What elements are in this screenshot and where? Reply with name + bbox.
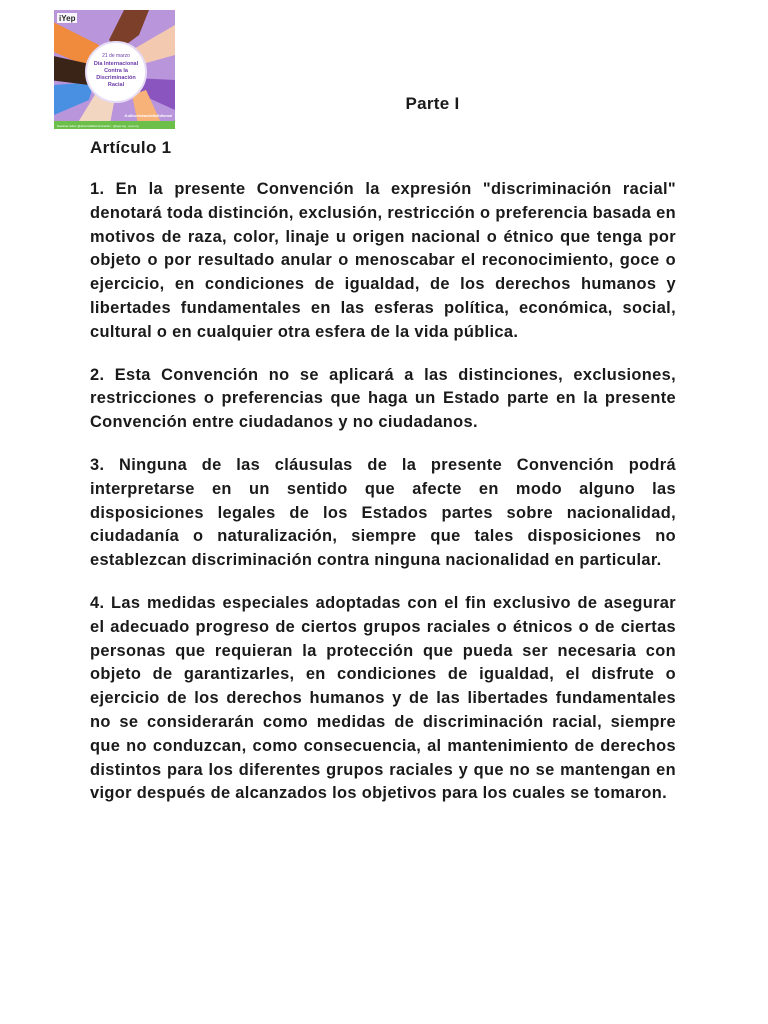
paragraph-3: 3. Ninguna de las cláusulas de la presente Convención podrá interpretarse en un sentido que afecte en modo alguno las disposiciones legales de los Estados partes sobre nacionalidad, ciudadanía o naturalización, siempre que tales disposiciones no establezcan discriminación contra ninguna nacionalidad en particular. bbox=[90, 455, 676, 570]
logo-footer: Nuestras redes: @dicontrolaDiscriminación · @iyep.org · iyep.org bbox=[57, 124, 139, 128]
part-title: Parte I bbox=[405, 94, 460, 113]
paragraph-2: 2. Esta Convención no se aplicará a las distinciones, exclusiones, restricciones o preferencias que haga un Estado parte en la presente Convención entre ciudadanos y no ciudadanos. bbox=[90, 365, 676, 432]
logo-brand-text: iYep bbox=[59, 14, 76, 23]
paragraph-1: 1. En la presente Convención la expresión "discriminación racial" denotará toda distinción, exclusión, restricción o preferencia basada en motivos de raza, color, linaje u origen nacional o étnico que tenga por objeto o por resultado anular o menoscabar el reconocimiento, goce o ejercicio, en condiciones de igualdad, de los derechos humanos y libertades fundamentales en las esferas política, económica, social, cultural o en cualquier otra esfera de la vida pública. bbox=[90, 180, 676, 341]
paragraph-4: 4. Las medidas especiales adoptadas con el fin exclusivo de asegurar el adecuado progreso de ciertos grupos raciales o étnicos o de ciertas personas que requieran la protección que pueda ser necesaria con objeto de garantizarles, en condiciones de igualdad, el disfrute o ejercicio de los derechos humanos y de las libertades fundamentales no se considerarán como medidas de discriminación racial, siempre que no conduzcan, como consecuencia, al mantenimiento de derechos distintos para los diferentes grupos raciales y que no se mantengan en vigor después de alcanzados los objetivos para los cuales se tomaron. bbox=[90, 593, 676, 803]
logo-line: Discriminación bbox=[96, 75, 136, 81]
logo-line: Racial bbox=[107, 82, 125, 88]
logo-line: Día Internacional bbox=[93, 61, 139, 67]
logo-hashtag: #LaDiscriminaciónNoEsNormal bbox=[124, 114, 172, 118]
logo-line: 21 de marzo bbox=[102, 53, 130, 59]
logo-line: Contra la bbox=[104, 68, 128, 74]
article-title: Artículo 1 bbox=[90, 138, 172, 157]
article-body bbox=[90, 178, 676, 825]
